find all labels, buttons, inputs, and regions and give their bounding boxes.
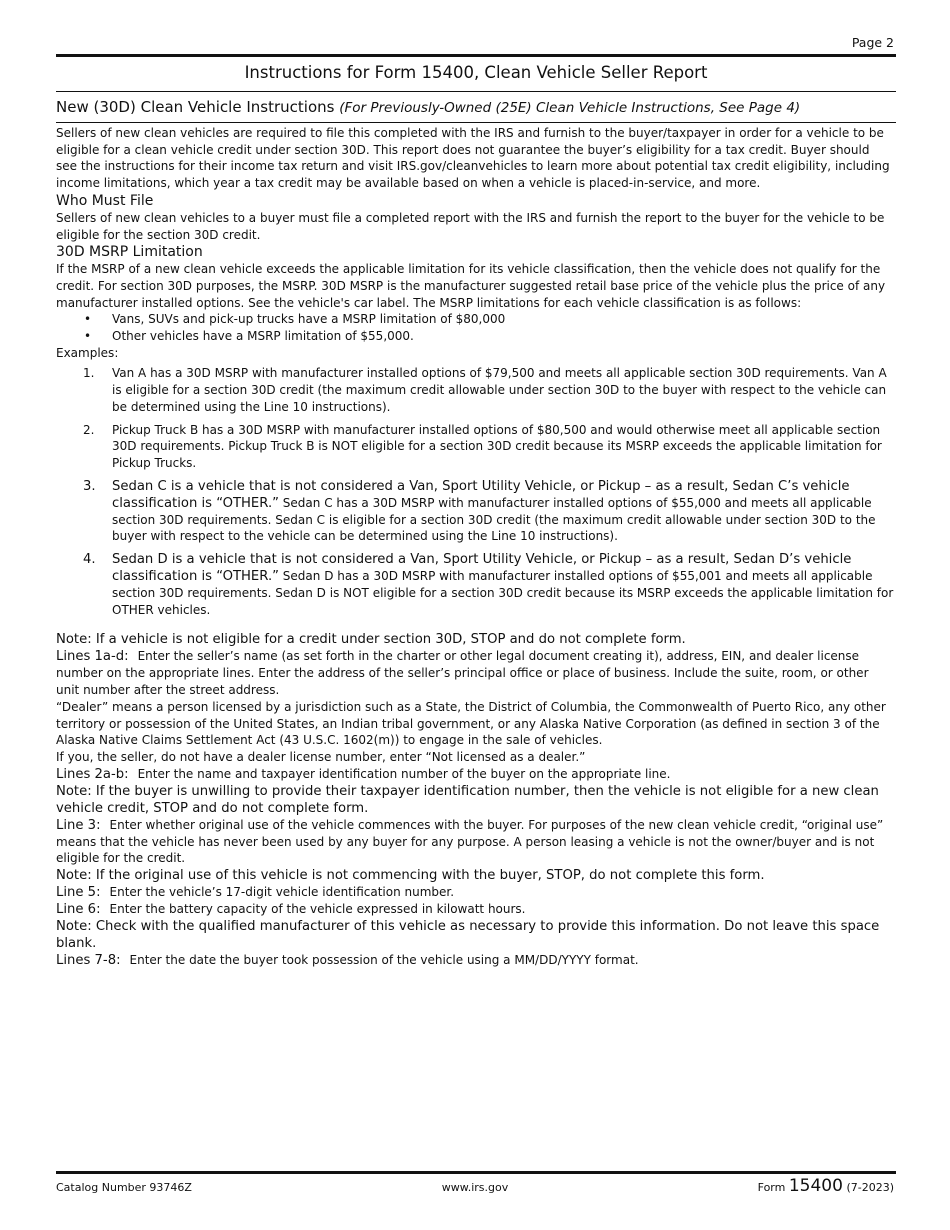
no-license-text: If you, the seller, do not have a dealer license number, enter “Not licensed as a dealer.”: [56, 749, 586, 764]
line-text: Enter the seller’s name (as set forth in the charter or other legal document creating it), address, EIN, and dealer license number on the appropriate lines. Enter the address of the seller’s principal office or place of business. Include the suite, room, or other unit number after the street address.: [56, 649, 869, 698]
list-item: [56, 422, 894, 472]
line-6: [56, 901, 894, 918]
list-item: [56, 328, 894, 345]
instructions-body: [56, 125, 894, 969]
line-label: Lines 2a-b:: [56, 766, 129, 782]
section-title: New (30D) Clean Vehicle Instructions: [56, 98, 335, 116]
form-revision: (7-2023): [846, 1181, 894, 1194]
list-item: [56, 551, 894, 618]
line-label: Line 3:: [56, 817, 101, 833]
line-text: Enter the vehicle’s 17-digit vehicle identification number.: [109, 885, 455, 900]
section-heading: [56, 98, 896, 116]
note-original-use: Note: If the original use of this vehicle is not commencing with the buyer, STOP, do not complete this form.: [56, 868, 765, 884]
example-text: Pickup Truck B has a 30D MSRP with manufacturer installed options of $80,500 and would otherwise meet all applicable section 30D requirements. Pickup Truck B is NOT eligible for a section 30D credit because its MSRP exceeds the applicable limitation for Pickup Trucks.: [112, 422, 882, 470]
form-label: Form: [757, 1181, 786, 1194]
form-identifier: [758, 1176, 894, 1196]
lines-2a-b: [56, 766, 894, 783]
lines-7-8: [56, 952, 894, 969]
who-must-file-text: Sellers of new clean vehicles to a buyer must file a completed report with the IRS and furnish the report to the buyer for the vehicle to be eligible for the section 30D credit.: [56, 210, 885, 242]
intro-paragraph: Sellers of new clean vehicles are required to file this completed with the IRS and furnish to the buyer/taxpayer in order for a vehicle to be eligible for a clean vehicle credit under section 30D. This report does not guarantee the buyer’s eligibility for a tax credit. Buyer should see the instructions for their income tax return and visit IRS.gov/cleanvehicles to learn more about potential tax credit eligibility, including income limitations, which year a tax credit may be available based on when a vehicle is placed-in-service, and more.: [56, 126, 890, 191]
example-lead: Sedan C is a vehicle that is not considered a Van, Sport Utility Vehicle, or Pickup – as a result, Sedan C’s vehicle classification is “OTHER.”: [112, 478, 850, 511]
line-5: [56, 884, 894, 901]
note-manufacturer: Note: Check with the qualified manufacturer of this vehicle as necessary to provide this information. Do not leave this space blank.: [56, 919, 880, 952]
line-3: [56, 817, 894, 867]
msrp-heading: 30D MSRP Limitation: [56, 244, 203, 261]
page-number: Page 2: [851, 35, 894, 50]
line-text: Enter the name and taxpayer identification number of the buyer on the appropriate line.: [137, 766, 671, 781]
example-number: 3.: [83, 478, 96, 494]
section-note: (For Previously-Owned (25E) Clean Vehicle Instructions, See Page 4): [339, 100, 801, 116]
msrp-text: If the MSRP of a new clean vehicle exceeds the applicable limitation for its vehicle classification, then the vehicle does not qualify for the credit. For section 30D purposes, the MSRP. 30D MSRP is the manufacturer suggested retail base price of the vehicle plus the price of any manufacturer installed options. See the vehicle's car label. The MSRP limitations for each vehicle classification is as follows:: [56, 262, 886, 310]
note-not-eligible: Note: If a vehicle is not eligible for a credit under section 30D, STOP and do not complete form.: [56, 632, 686, 648]
list-item: [56, 478, 894, 545]
bullet-marker: •: [84, 329, 92, 344]
document-title: Instructions for Form 15400, Clean Vehicle Seller Report: [244, 63, 708, 82]
note-taxpayer-id: Note: If the buyer is unwilling to provide their taxpayer identification number, then the vehicle is not eligible for a new clean vehicle credit, STOP and do not complete form.: [56, 783, 879, 816]
bullet-marker: •: [84, 312, 92, 327]
examples-label: Examples:: [56, 345, 119, 360]
list-item: [56, 311, 894, 328]
catalog-number: Catalog Number 93746Z: [56, 1181, 192, 1194]
example-number: 1.: [83, 366, 95, 381]
line-text: Enter the date the buyer took possession of the vehicle using a MM/DD/YYYY format.: [129, 953, 639, 968]
title-rule: [56, 91, 896, 92]
footer-rule: [56, 1171, 896, 1174]
example-text: Sedan D has a 30D MSRP with manufacturer installed options of $55,001 and meets all applicable section 30D requirements. Sedan D is NOT eligible for a section 30D credit because its MSRP exceeds the applicable limitation for OTHER vehicles.: [112, 569, 894, 617]
example-text: Van A has a 30D MSRP with manufacturer installed options of $79,500 and meets all applicable section 30D requirements. Van A is eligible for a section 30D credit (the maximum credit allowable under section 30D to the buyer with respect to the vehicle can be determined using the Line 10 instructions).: [112, 366, 887, 414]
list-item: [56, 365, 894, 415]
msrp-bullet-list: [56, 311, 894, 344]
who-must-file-heading: Who Must File: [56, 192, 154, 209]
line-label: Line 6:: [56, 902, 101, 918]
line-text: Enter whether original use of the vehicle commences with the buyer. For purposes of the new clean vehicle credit, “original use” means that the vehicle has never been used by any buyer for any purpose. A person leasing a vehicle is not the owner/buyer and is not eligible for the credit.: [56, 817, 884, 866]
section-rule: [56, 122, 896, 123]
bullet-text: Other vehicles have a MSRP limitation of $55,000.: [112, 329, 414, 344]
example-lead: Sedan D is a vehicle that is not considered a Van, Sport Utility Vehicle, or Pickup – as a result, Sedan D’s vehicle classification is “OTHER.”: [112, 552, 852, 585]
website-link: www.irs.gov: [441, 1181, 509, 1194]
bullet-text: Vans, SUVs and pick-up trucks have a MSRP limitation of $80,000: [112, 312, 506, 327]
line-label: Line 5:: [56, 885, 101, 901]
dealer-definition: “Dealer” means a person licensed by a jurisdiction such as a State, the District of Columbia, the Commonwealth of Puerto Rico, any other territory or possession of the United States, an Indian tribal government, or any Alaska Native Corporation (as defined in section 3 of the Alaska Native Claims Settlement Act (43 U.S.C. 1602(m)) to engage in the sale of vehicles.: [56, 699, 886, 748]
lines-1a-d: [56, 648, 894, 698]
examples-list: [56, 365, 894, 618]
line-label: Lines 7-8:: [56, 953, 121, 969]
line-text: Enter the battery capacity of the vehicle expressed in kilowatt hours.: [109, 902, 526, 917]
example-number: 2.: [83, 422, 95, 437]
form-number: 15400: [788, 1176, 843, 1196]
example-number: 4.: [83, 552, 96, 568]
top-rule: [56, 54, 896, 57]
line-label: Lines 1a-d:: [56, 649, 129, 665]
example-text: Sedan C has a 30D MSRP with manufacturer installed options of $55,000 and meets all applicable section 30D requirements. Sedan C is eligible for a section 30D credit (the maximum credit allowable under section 30D to the buyer with respect to the vehicle can be determined using the Line 10 instructions).: [112, 495, 876, 544]
